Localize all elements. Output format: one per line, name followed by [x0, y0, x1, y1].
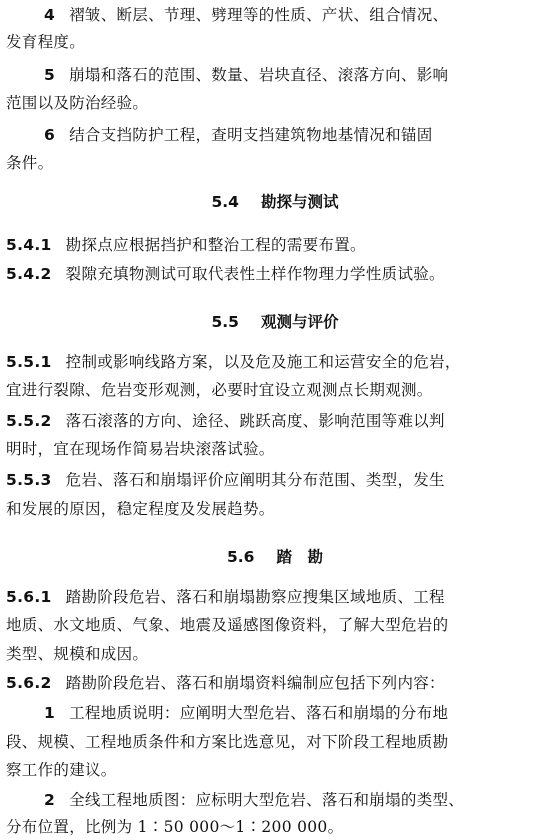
section-number: 5.5: [211, 313, 239, 331]
clause-5-5-2-line-2: 明时，宜在现场作简易岩块滚落试验。: [6, 440, 275, 458]
clause-5-4-1: [6, 233, 540, 257]
clause-5-6-2-line-1: [6, 671, 540, 695]
item-5-line-2: 范围以及防治经验。: [6, 94, 149, 112]
item-number: 1: [44, 704, 56, 722]
item-text: 工程地质说明：应阐明大型危岩、落石和崩塌的分布地: [69, 704, 449, 722]
clause-5-5-3-line-1: [6, 468, 540, 492]
item-1-line-1: [44, 701, 540, 725]
section-title: 观测与评价: [260, 313, 339, 331]
clause-5-5-3-line-2: 和发展的原因，稳定程度及发展趋势。: [6, 500, 275, 518]
clause-text: 控制或影响线路方案，以及危及施工和运营安全的危岩，: [65, 353, 461, 371]
section-title: 勘探与测试: [260, 193, 339, 211]
section-number: 5.4: [211, 193, 239, 211]
item-text: 结合支挡防护工程，查明支挡建筑物地基情况和锚固: [69, 126, 433, 144]
clause-5-4-2: [6, 262, 540, 286]
clause-5-6-1-line-3: 类型、规模和成因。: [6, 645, 149, 663]
clause-5-5-2-line-1: [6, 409, 540, 433]
clause-text: 落石滚落的方向、途径、跳跃高度、影响范围等难以判: [65, 412, 445, 430]
section-heading-5-4: [0, 190, 550, 214]
item-5-line-1: [44, 63, 540, 87]
section-title: 踏 勘: [276, 548, 323, 566]
item-text: 崩塌和落石的范围、数量、岩块直径、滚落方向、影响: [69, 66, 449, 84]
item-2-line-2: 分布位置，比例为 1∶50 000～1∶200 000。: [6, 818, 344, 836]
item-number: 4: [44, 6, 56, 24]
clause-5-5-1-line-1: [6, 350, 540, 374]
clause-number: 5.5.2: [6, 412, 52, 430]
clause-number: 5.4.1: [6, 236, 52, 254]
item-number: 5: [44, 66, 56, 84]
item-6-line-2: 条件。: [6, 154, 54, 172]
item-6-line-1: [44, 123, 540, 147]
clause-text: 裂隙充填物测试可取代表性土样作物理力学性质试验。: [65, 265, 445, 283]
clause-5-6-1-line-2: 地质、水文地质、气象、地震及遥感图像资料，了解大型危岩的: [6, 616, 449, 634]
clause-number: 5.5.3: [6, 471, 52, 489]
clause-5-6-1-line-1: [6, 585, 540, 609]
clause-5-5-1-line-2: 宜进行裂隙、危岩变形观测，必要时宜设立观测点长期观测。: [6, 381, 433, 399]
item-number: 2: [44, 791, 56, 809]
clause-number: 5.4.2: [6, 265, 52, 283]
clause-number: 5.6.2: [6, 674, 52, 692]
clause-text: 勘探点应根据挡护和整治工程的需要布置。: [65, 236, 366, 254]
clause-number: 5.5.1: [6, 353, 52, 371]
item-1-line-3: 察工作的建议。: [6, 761, 117, 779]
item-1-line-2: 段、规模、工程地质条件和方案比选意见，对下阶段工程地质勘: [6, 733, 449, 751]
clause-number: 5.6.1: [6, 588, 52, 606]
item-4-line-1: [44, 3, 540, 27]
clause-text: 踏勘阶段危岩、落石和崩塌资料编制应包括下列内容：: [65, 674, 445, 692]
item-4-line-2: 发育程度。: [6, 33, 86, 51]
item-text: 全线工程地质图：应标明大型危岩、落石和崩塌的类型、: [69, 791, 465, 809]
item-number: 6: [44, 126, 56, 144]
item-text: 褶皱、断层、节理、劈理等的性质、产状、组合情况、: [69, 6, 449, 24]
clause-text: 危岩、落石和崩塌评价应阐明其分布范围、类型，发生: [65, 471, 445, 489]
clause-text: 踏勘阶段危岩、落石和崩塌勘察应搜集区域地质、工程: [65, 588, 445, 606]
section-number: 5.6: [227, 548, 255, 566]
item-2-line-1: [44, 788, 540, 812]
section-heading-5-6: [0, 545, 550, 569]
section-heading-5-5: [0, 310, 550, 334]
